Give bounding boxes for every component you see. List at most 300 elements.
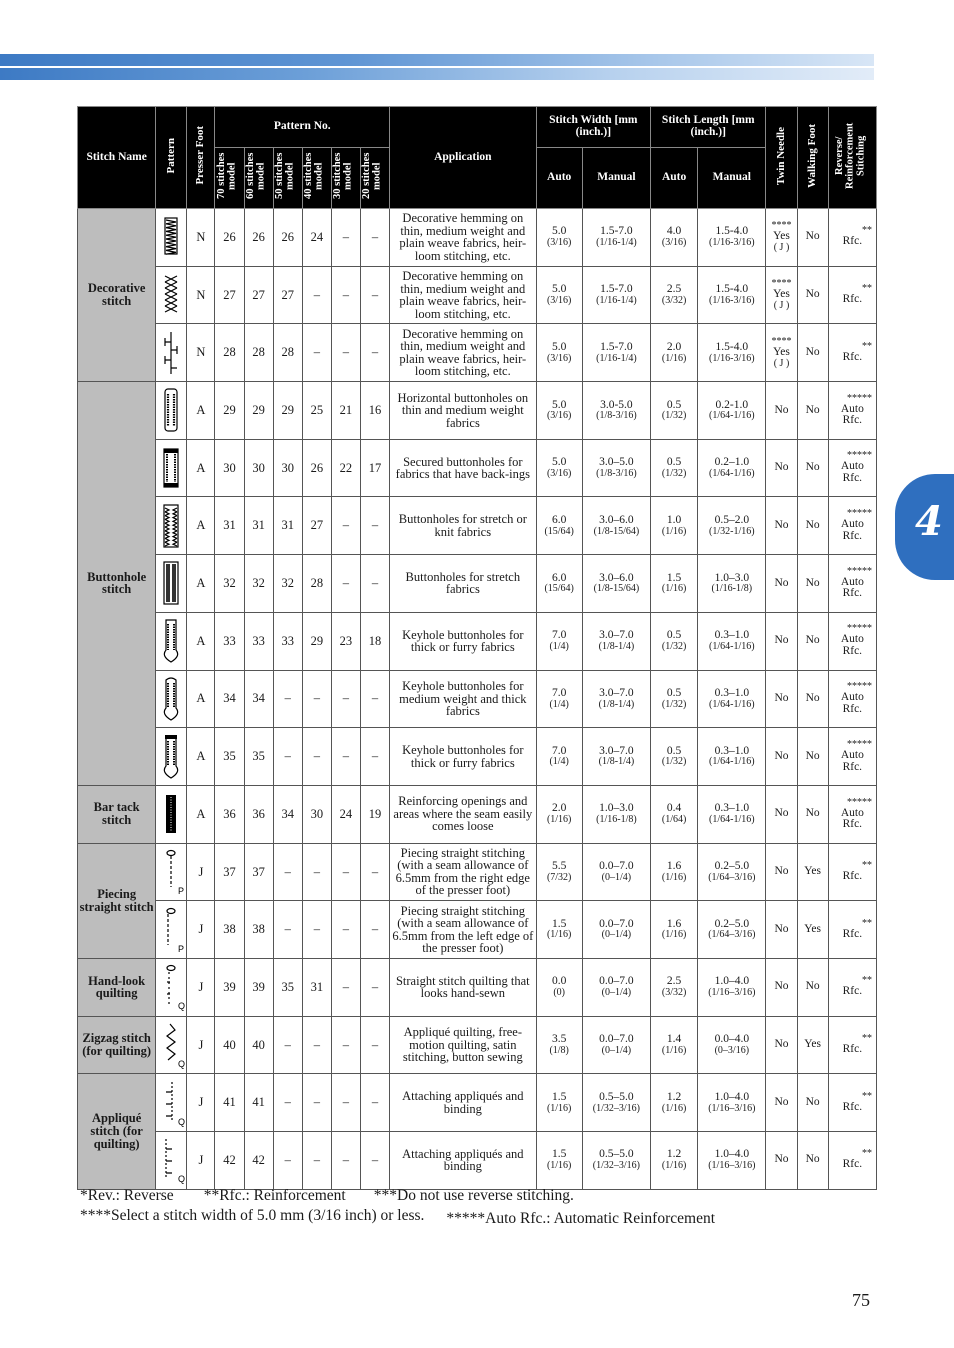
application-cell: Attaching appliqués and binding: [390, 1132, 537, 1190]
table-row: [78, 728, 877, 786]
length-manual-inch: (1/64–3/16): [708, 871, 756, 883]
application-cell: Reinforcing openings and areas where the seam easily comes loose: [390, 785, 537, 843]
application-cell: Appliqué quilting, free-motion quilting, satin stitching, button sewing: [390, 1016, 537, 1074]
width-auto-value: 7.0: [551, 629, 567, 642]
table-row: [78, 843, 877, 901]
length-manual-value: 0.5–2.0: [714, 513, 750, 526]
width-auto-cell: [536, 209, 582, 267]
reverse-cell: [828, 785, 876, 843]
pattern-no-cell: –: [302, 1016, 331, 1074]
pattern-no-cell: –: [360, 1074, 389, 1132]
table-row: [78, 958, 877, 1016]
reverse-mark: **: [862, 283, 872, 295]
walking-foot-cell: No: [797, 1132, 828, 1190]
pattern-no-cell: –: [360, 555, 389, 613]
width-auto-cell: [536, 324, 582, 382]
width-auto-inch: (3/16): [546, 237, 572, 249]
header-length-manual: Manual: [698, 148, 766, 209]
width-manual-inch: (1/8-3/16): [596, 467, 637, 479]
reverse-mark: *****: [847, 796, 872, 808]
pattern-no-cell: –: [360, 324, 389, 382]
length-manual-cell: [698, 497, 766, 555]
reverse-value: Rfc.: [842, 985, 863, 998]
length-auto-value: 0.5: [666, 456, 682, 469]
width-manual-cell: [582, 958, 650, 1016]
reverse-mark: **: [862, 340, 872, 352]
width-auto-value: 3.5: [551, 1033, 567, 1046]
pattern-no-cell: 30: [302, 785, 331, 843]
width-manual-cell: [582, 612, 650, 670]
pattern-cell: [156, 1074, 187, 1132]
stitch-name-cell: [78, 1074, 156, 1189]
width-manual-value: 3.0–5.0: [599, 456, 634, 469]
reverse-mark: *****: [847, 392, 872, 404]
pattern-no-cell: 25: [302, 382, 331, 440]
length-auto-cell: [651, 497, 698, 555]
pattern-no-cell: 32: [215, 555, 244, 613]
application-cell: Straight stitch quilting that looks hand-sewn: [390, 958, 537, 1016]
header-length-auto: Auto: [651, 148, 698, 209]
length-manual-value: 0.2–5.0: [714, 860, 750, 873]
stitch-pattern-icon: [156, 558, 186, 608]
footnote-auto-rfc: *****Auto Rfc.: Automatic Reinforcement: [446, 1210, 715, 1227]
pattern-no-cell: –: [273, 1132, 302, 1190]
application-cell: Horizontal buttonholes on thin and medium weight fabrics: [390, 382, 537, 440]
reverse-cell: [828, 555, 876, 613]
twin-needle-mark: ****: [771, 278, 792, 290]
stitch-pattern-icon: [156, 674, 186, 724]
presser-foot-cell: J: [187, 901, 215, 959]
reverse-cell: [828, 1016, 876, 1074]
pattern-no-cell: –: [360, 843, 389, 901]
width-manual-inch: (1/8-15/64): [593, 525, 640, 537]
width-auto-inch: (1/4): [549, 756, 569, 768]
twin-needle-foot: ( J ): [773, 242, 790, 254]
length-auto-inch: (1/16): [661, 525, 687, 537]
svg-text:P: P: [178, 943, 185, 954]
pattern-no-cell: –: [273, 728, 302, 786]
width-manual-inch: (0–1/4): [601, 929, 632, 941]
length-auto-cell: [651, 1132, 698, 1190]
length-auto-cell: [651, 324, 698, 382]
pattern-no-cell: 23: [331, 612, 360, 670]
width-auto-value: 7.0: [551, 744, 567, 757]
pattern-cell: [156, 728, 187, 786]
length-manual-inch: (1/64-1/16): [709, 698, 755, 710]
reverse-cell: [828, 1074, 876, 1132]
length-manual-inch: (1/16–3/16): [708, 987, 756, 999]
pattern-no-cell: –: [331, 324, 360, 382]
length-auto-cell: [651, 785, 698, 843]
length-manual-value: 1.0–4.0: [714, 1148, 750, 1161]
pattern-no-cell: 31: [244, 497, 273, 555]
pattern-no-cell: 21: [331, 382, 360, 440]
stitch-pattern-icon: [156, 616, 186, 666]
pattern-no-cell: 31: [215, 497, 244, 555]
reverse-mark: *****: [847, 681, 872, 693]
twin-needle-cell: [766, 670, 797, 728]
pattern-no-cell: –: [360, 1132, 389, 1190]
length-auto-inch: (1/16): [661, 1160, 687, 1172]
pattern-no-cell: 38: [215, 901, 244, 959]
width-auto-cell: [536, 1074, 582, 1132]
length-auto-value: 0.5: [666, 629, 682, 642]
pattern-no-cell: –: [273, 1016, 302, 1074]
application-cell: Buttonholes for stretch or knit fabrics: [390, 497, 537, 555]
length-manual-cell: [698, 612, 766, 670]
stitch-name: Buttonhole stitch: [87, 569, 147, 597]
length-auto-cell: [651, 209, 698, 267]
pattern-cell: [156, 670, 187, 728]
width-auto-cell: [536, 958, 582, 1016]
length-manual-inch: (1/64-1/16): [709, 756, 755, 768]
table-row: [78, 266, 877, 324]
length-manual-cell: [698, 439, 766, 497]
table-row: [78, 1016, 877, 1074]
twin-needle-cell: [766, 1016, 797, 1074]
width-manual-value: 1.0–3.0: [599, 802, 634, 815]
width-manual-inch: (1/32–3/16): [592, 1102, 640, 1114]
length-auto-cell: [651, 1016, 698, 1074]
length-manual-value: 0.3–1.0: [714, 629, 750, 642]
width-auto-cell: [536, 1132, 582, 1190]
length-manual-value: 1.0–4.0: [714, 1090, 750, 1103]
pattern-no-cell: 24: [331, 785, 360, 843]
table-row: [78, 785, 877, 843]
pattern-no-cell: –: [273, 901, 302, 959]
length-auto-inch: (1/64): [661, 814, 687, 826]
footnote-line-2: [80, 1207, 715, 1225]
presser-foot-cell: A: [187, 785, 215, 843]
length-auto-inch: (1/32): [661, 641, 687, 653]
stitch-name: Zigzag stitch (for quilting): [82, 1031, 152, 1058]
twin-needle-value: Yes: [773, 230, 790, 243]
length-manual-inch: (1/16–3/16): [708, 1160, 756, 1172]
header-width-auto: Auto: [536, 148, 582, 209]
width-auto-cell: [536, 843, 582, 901]
length-auto-cell: [651, 728, 698, 786]
application-cell: Decorative hemming on thin, medium weight and plain weave fabrics, heir-loom stitching, etc.: [390, 266, 537, 324]
presser-foot-cell: A: [187, 670, 215, 728]
width-manual-cell: [582, 728, 650, 786]
reverse-value: Rfc.: [842, 1100, 863, 1113]
length-auto-inch: (1/32): [661, 410, 687, 422]
stitch-pattern-icon: [156, 1020, 186, 1070]
width-manual-cell: [582, 843, 650, 901]
pattern-no-cell: 26: [215, 209, 244, 267]
width-auto-value: 6.0: [551, 571, 567, 584]
pattern-no-cell: –: [331, 1074, 360, 1132]
reverse-value: Auto Rfc.: [840, 633, 864, 658]
pattern-no-cell: 27: [273, 266, 302, 324]
twin-needle-value: Yes: [773, 345, 790, 358]
twin-needle-cell: [766, 266, 797, 324]
width-auto-value: 1.5: [551, 917, 567, 930]
pattern-cell: [156, 958, 187, 1016]
stitch-name: Decorative stitch: [87, 281, 146, 309]
stitch-name: Hand-look quilting: [88, 973, 146, 1001]
twin-needle-mark: ****: [771, 220, 792, 232]
length-auto-inch: (1/16): [661, 871, 687, 883]
application-cell: Piecing straight stitching (with a seam allowance of 6.5mm from the left edge of the presser foot): [390, 901, 537, 959]
width-auto-value: 2.0: [551, 802, 567, 815]
stitch-name: Bar tack stitch: [93, 800, 140, 828]
width-auto-inch: (1/16): [546, 814, 572, 826]
length-manual-cell: [698, 958, 766, 1016]
width-auto-value: 7.0: [551, 686, 567, 699]
walking-foot-cell: No: [797, 958, 828, 1016]
chapter-tab[interactable]: [895, 474, 954, 580]
pattern-no-cell: 26: [244, 209, 273, 267]
length-auto-value: 1.6: [666, 917, 682, 930]
width-auto-inch: (1/8): [549, 1044, 569, 1056]
pattern-cell: [156, 209, 187, 267]
pattern-no-cell: 37: [244, 843, 273, 901]
header-pattern: Pattern: [164, 137, 177, 174]
length-auto-inch: (3/32): [661, 987, 687, 999]
length-manual-cell: [698, 209, 766, 267]
length-auto-cell: [651, 670, 698, 728]
pattern-no-cell: –: [331, 555, 360, 613]
walking-foot-cell: No: [797, 324, 828, 382]
width-manual-cell: [582, 266, 650, 324]
chapter-number: 4: [915, 498, 943, 545]
pattern-cell: [156, 1016, 187, 1074]
length-auto-value: 0.5: [666, 686, 682, 699]
pattern-no-cell: 33: [273, 612, 302, 670]
width-manual-value: 0.0–7.0: [599, 860, 634, 873]
pattern-no-cell: –: [360, 1016, 389, 1074]
length-manual-value: 0.2-1.0: [715, 398, 749, 411]
twin-needle-cell: [766, 785, 797, 843]
pattern-no-cell: 40: [215, 1016, 244, 1074]
width-manual-value: 1.5-7.0: [600, 225, 633, 238]
pattern-no-cell: 41: [244, 1074, 273, 1132]
pattern-no-cell: 34: [273, 785, 302, 843]
header-model: 40 stitches model: [302, 152, 325, 200]
length-manual-inch: (1/64-1/16): [709, 814, 755, 826]
width-manual-cell: [582, 209, 650, 267]
reverse-cell: [828, 497, 876, 555]
width-auto-inch: (15/64): [544, 525, 574, 537]
length-manual-cell: [698, 324, 766, 382]
twin-needle-cell: [766, 497, 797, 555]
width-manual-inch: (1/16-1/8): [596, 814, 637, 826]
stitch-pattern-icon: [156, 1135, 186, 1185]
header-stitch-width: Stitch Width [mm (inch.)]: [536, 107, 650, 148]
width-manual-inch: (1/8-3/16): [596, 410, 637, 422]
stitch-name-cell: [78, 958, 156, 1016]
pattern-no-cell: 34: [244, 670, 273, 728]
pattern-no-cell: 38: [244, 901, 273, 959]
presser-foot-cell: A: [187, 382, 215, 440]
pattern-no-cell: –: [360, 670, 389, 728]
width-auto-cell: [536, 728, 582, 786]
stitch-name: Piecing straight stitch: [79, 887, 154, 914]
stitch-pattern-icon: [156, 789, 186, 839]
reverse-value: Auto Rfc.: [840, 518, 864, 542]
reverse-mark: **: [862, 1090, 872, 1102]
pattern-no-cell: 26: [273, 209, 302, 267]
width-manual-inch: (1/8-1/4): [598, 756, 635, 768]
stitch-pattern-icon: [156, 732, 186, 782]
twin-needle-cell: [766, 1074, 797, 1132]
width-manual-value: 3.0–6.0: [599, 571, 634, 584]
pattern-no-cell: –: [331, 1132, 360, 1190]
width-manual-inch: (1/8-1/4): [598, 698, 635, 710]
width-auto-cell: [536, 670, 582, 728]
application-cell: Keyhole buttonholes for thick or furry fabrics: [390, 728, 537, 786]
reverse-value: Rfc.: [842, 1043, 863, 1056]
twin-needle-value: No: [774, 1038, 789, 1051]
length-auto-inch: (1/32): [661, 698, 687, 710]
header-reverse: Reverse/ Reinforcement Stitching: [834, 122, 867, 189]
length-auto-value: 2.0: [666, 340, 682, 353]
width-manual-value: 3.0–7.0: [599, 744, 634, 757]
pattern-no-cell: 28: [273, 324, 302, 382]
width-auto-inch: (1/16): [546, 929, 572, 941]
pattern-no-cell: –: [302, 1074, 331, 1132]
presser-foot-cell: A: [187, 728, 215, 786]
length-auto-inch: (1/32): [661, 467, 687, 479]
width-manual-cell: [582, 497, 650, 555]
presser-foot-cell: J: [187, 1132, 215, 1190]
length-manual-value: 0.2–1.0: [714, 456, 750, 469]
header-width-manual: Manual: [582, 148, 650, 209]
width-manual-value: 0.5–5.0: [599, 1148, 634, 1161]
length-manual-inch: (1/16–3/16): [708, 1102, 756, 1114]
pattern-cell: [156, 266, 187, 324]
width-manual-cell: [582, 555, 650, 613]
twin-needle-value: No: [774, 807, 789, 820]
width-manual-value: 1.5-7.0: [600, 283, 633, 296]
length-manual-value: 0.3–1.0: [714, 686, 750, 699]
length-auto-value: 0.4: [666, 802, 682, 815]
pattern-no-cell: 35: [244, 728, 273, 786]
pattern-no-cell: 42: [215, 1132, 244, 1190]
width-auto-value: 0.0: [551, 975, 567, 988]
application-cell: Keyhole buttonholes for medium weight and thick fabrics: [390, 670, 537, 728]
length-manual-inch: (1/64-1/16): [709, 641, 755, 653]
pattern-no-cell: 35: [215, 728, 244, 786]
stitch-name-cell: [78, 382, 156, 786]
walking-foot-cell: No: [797, 1074, 828, 1132]
twin-needle-value: No: [774, 461, 789, 474]
width-manual-value: 3.0–6.0: [599, 513, 634, 526]
pattern-no-cell: 28: [244, 324, 273, 382]
width-auto-inch: (0): [553, 987, 566, 999]
svg-text:Q: Q: [178, 1058, 186, 1069]
header-stitch-name: Stitch Name: [78, 107, 156, 209]
width-manual-inch: (1/32–3/16): [592, 1160, 640, 1172]
twin-needle-cell: [766, 612, 797, 670]
pattern-no-cell: –: [273, 1074, 302, 1132]
pattern-no-cell: 27: [302, 497, 331, 555]
reverse-mark: **: [862, 1148, 872, 1160]
pattern-no-cell: 17: [360, 439, 389, 497]
width-auto-value: 5.0: [551, 225, 567, 238]
twin-needle-value: No: [774, 403, 789, 416]
pattern-no-cell: –: [360, 958, 389, 1016]
svg-text:Q: Q: [178, 1001, 186, 1012]
reverse-mark: *****: [847, 623, 872, 635]
width-manual-inch: (1/8-15/64): [593, 583, 640, 595]
length-manual-cell: [698, 785, 766, 843]
length-auto-inch: (1/16): [661, 1102, 687, 1114]
application-cell: Secured buttonholes for fabrics that have back-ings: [390, 439, 537, 497]
presser-foot-cell: J: [187, 958, 215, 1016]
width-manual-inch: (1/16-1/4): [596, 237, 637, 249]
pattern-no-cell: –: [302, 1132, 331, 1190]
stitch-name-cell: [78, 209, 156, 382]
length-manual-inch: (1/16-3/16): [709, 352, 755, 364]
pattern-no-cell: 40: [244, 1016, 273, 1074]
reverse-value: Rfc.: [842, 1158, 863, 1171]
reverse-value: Auto Rfc.: [840, 691, 864, 715]
pattern-no-cell: 24: [302, 209, 331, 267]
twin-needle-mark: ****: [771, 335, 792, 347]
twin-needle-value: Yes: [773, 288, 790, 301]
reverse-mark: *****: [847, 738, 872, 750]
length-auto-inch: (1/16): [661, 583, 687, 595]
svg-text:Q: Q: [178, 1174, 186, 1185]
length-auto-cell: [651, 958, 698, 1016]
pattern-no-cell: 37: [215, 843, 244, 901]
length-auto-value: 1.0: [666, 513, 682, 526]
reverse-cell: [828, 382, 876, 440]
pattern-no-cell: –: [360, 728, 389, 786]
pattern-no-cell: 28: [215, 324, 244, 382]
width-auto-inch: (15/64): [544, 583, 574, 595]
twin-needle-foot: ( J ): [773, 299, 790, 311]
reverse-value: Auto Rfc.: [840, 402, 864, 427]
pattern-no-cell: –: [331, 266, 360, 324]
header-stitch-length: Stitch Length [mm (inch.)]: [651, 107, 766, 148]
twin-needle-value: No: [774, 1153, 789, 1166]
walking-foot-cell: No: [797, 497, 828, 555]
length-auto-cell: [651, 843, 698, 901]
length-manual-inch: (1/64-1/16): [709, 467, 755, 479]
table-row: [78, 670, 877, 728]
pattern-no-cell: 39: [215, 958, 244, 1016]
width-manual-cell: [582, 901, 650, 959]
length-auto-value: 2.5: [666, 975, 682, 988]
width-auto-cell: [536, 382, 582, 440]
length-auto-cell: [651, 439, 698, 497]
twin-needle-value: No: [774, 980, 789, 993]
header-model: 50 stitches model: [273, 152, 296, 200]
length-auto-cell: [651, 1074, 698, 1132]
stitch-pattern-icon: [156, 443, 186, 493]
width-manual-value: 3.0–7.0: [599, 686, 634, 699]
length-manual-inch: (0–3/16): [714, 1044, 750, 1056]
twin-needle-cell: [766, 555, 797, 613]
length-manual-inch: (1/64–3/16): [708, 929, 756, 941]
length-manual-inch: (1/16-1/8): [711, 583, 753, 595]
pattern-no-cell: 29: [302, 612, 331, 670]
application-cell: Attaching appliqués and binding: [390, 1074, 537, 1132]
pattern-no-cell: –: [360, 209, 389, 267]
walking-foot-cell: Yes: [797, 901, 828, 959]
width-manual-inch: (0–1/4): [601, 1044, 632, 1056]
length-auto-cell: [651, 612, 698, 670]
pattern-no-cell: –: [302, 324, 331, 382]
width-auto-value: 1.5: [551, 1090, 567, 1103]
pattern-no-cell: –: [273, 670, 302, 728]
length-manual-value: 1.5-4.0: [715, 283, 749, 296]
pattern-no-cell: 30: [215, 439, 244, 497]
application-cell: Decorative hemming on thin, medium weight and plain weave fabrics, heir-loom stitching, etc.: [390, 209, 537, 267]
